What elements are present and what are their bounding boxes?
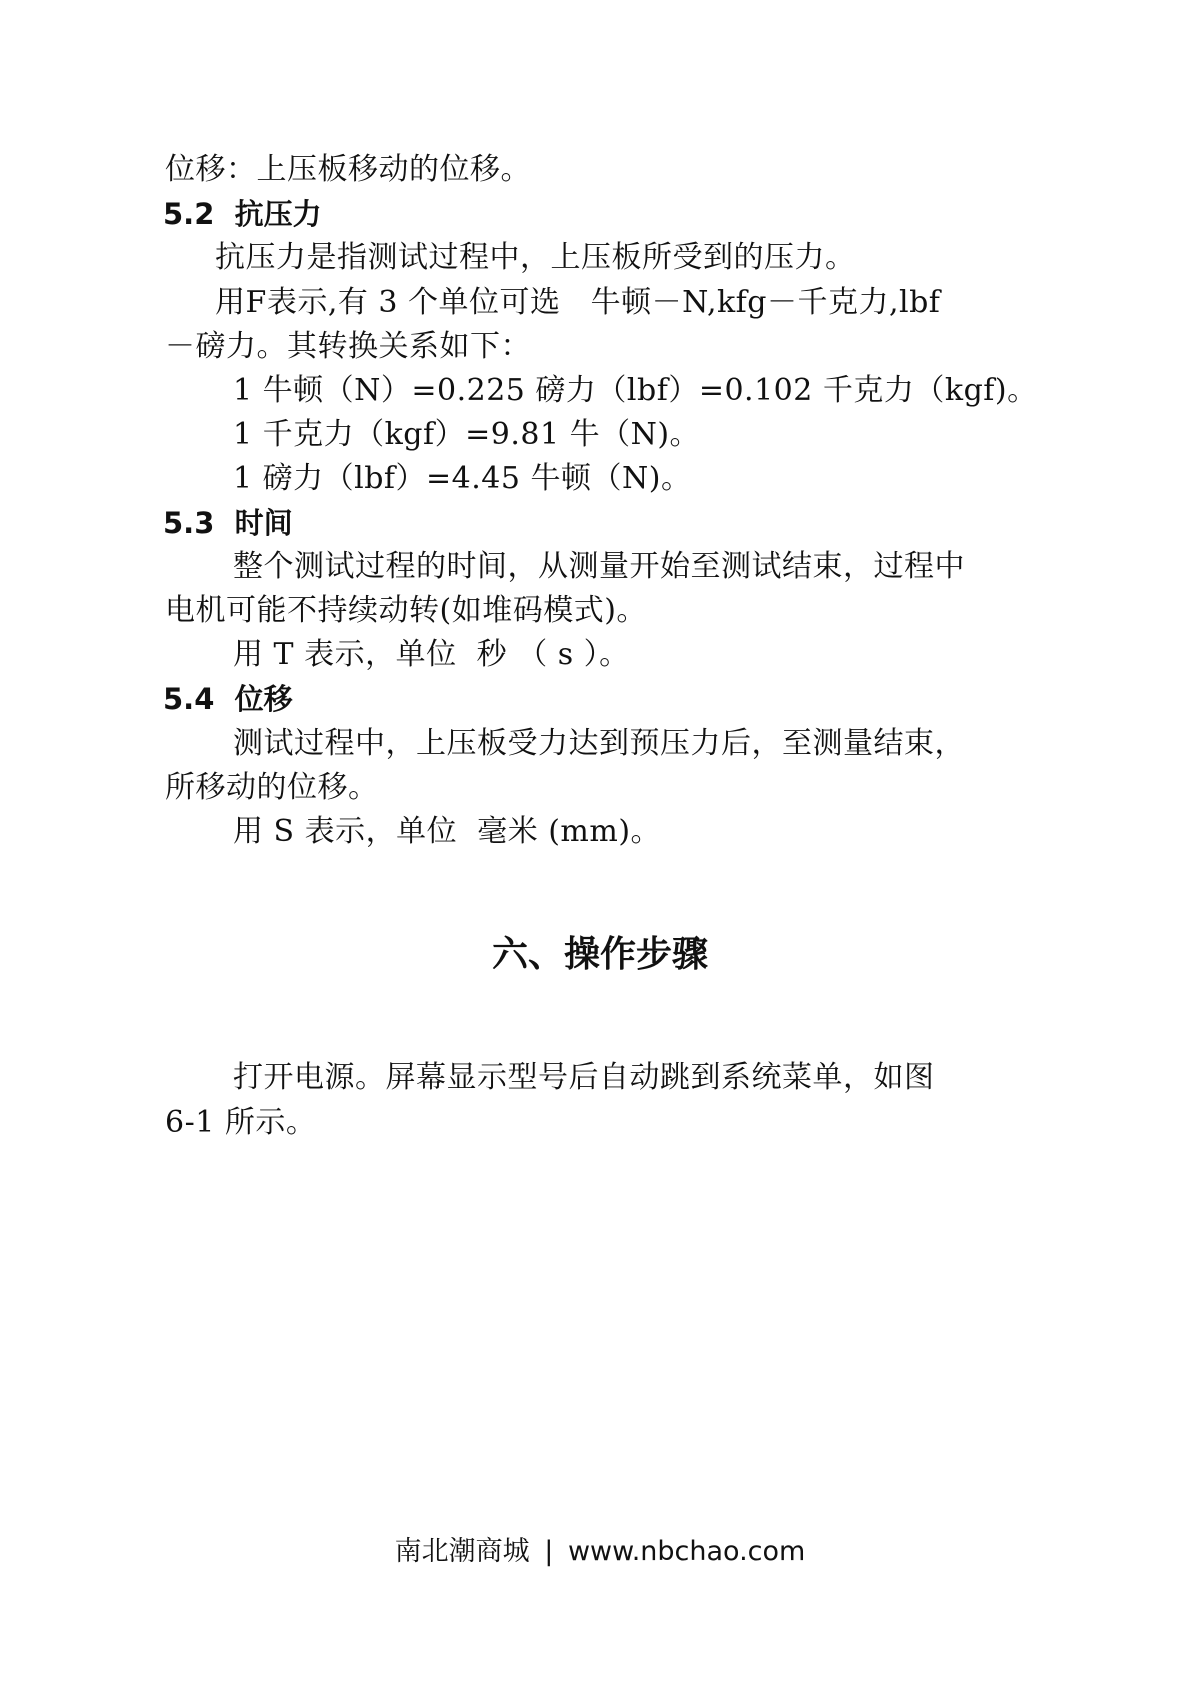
paragraph-line: 用 T 表示，单位 秒 （ s ）。 <box>233 637 630 672</box>
formula-line: 1 千克力（kgf）=9.81 牛（N)。 <box>233 417 701 452</box>
footer-site-name: 南北潮商城 <box>394 1536 530 1567</box>
paragraph-line: 电机可能不持续动转(如堆码模式)。 <box>165 593 647 628</box>
paragraph-line: 所移动的位移。 <box>165 770 379 805</box>
paragraph-line: 测试过程中，上压板受力达到预压力后，至测量结束， <box>233 726 965 761</box>
paragraph-line: 打开电源。屏幕显示型号后自动跳到系统菜单，如图 <box>233 1060 935 1095</box>
formula-line: 1 牛顿（N）=0.225 磅力（lbf）=0.102 千克力（kgf)。 <box>233 373 1038 408</box>
paragraph-line: 用 S 表示，单位 毫米 (mm)。 <box>233 814 662 849</box>
section-heading-5-3: 5.3 时间 <box>163 506 293 540</box>
paragraph-line: 抗压力是指测试过程中，上压板所受到的压力。 <box>215 240 856 275</box>
paragraph-line: 用F表示,有 3 个单位可选 牛顿－N,kfg－千克力,lbf <box>215 285 941 320</box>
paragraph-line: 6-1 所示。 <box>165 1105 317 1140</box>
footer-separator: | <box>544 1536 554 1567</box>
paragraph-line: －磅力。其转换关系如下： <box>165 329 531 364</box>
paragraph-line: 整个测试过程的时间，从测量开始至测试结束，过程中 <box>233 549 965 584</box>
section-heading-5-4: 5.4 位移 <box>163 682 293 716</box>
paragraph-line: 位移：上压板移动的位移。 <box>165 152 531 187</box>
page-footer <box>0 1534 1200 1570</box>
footer-url-link[interactable]: www.nbchao.com <box>567 1536 806 1567</box>
chapter-title: 六、操作步骤 <box>491 934 708 975</box>
formula-line: 1 磅力（lbf）=4.45 牛顿（N)。 <box>233 461 692 496</box>
section-heading-5-2: 5.2 抗压力 <box>163 197 322 231</box>
